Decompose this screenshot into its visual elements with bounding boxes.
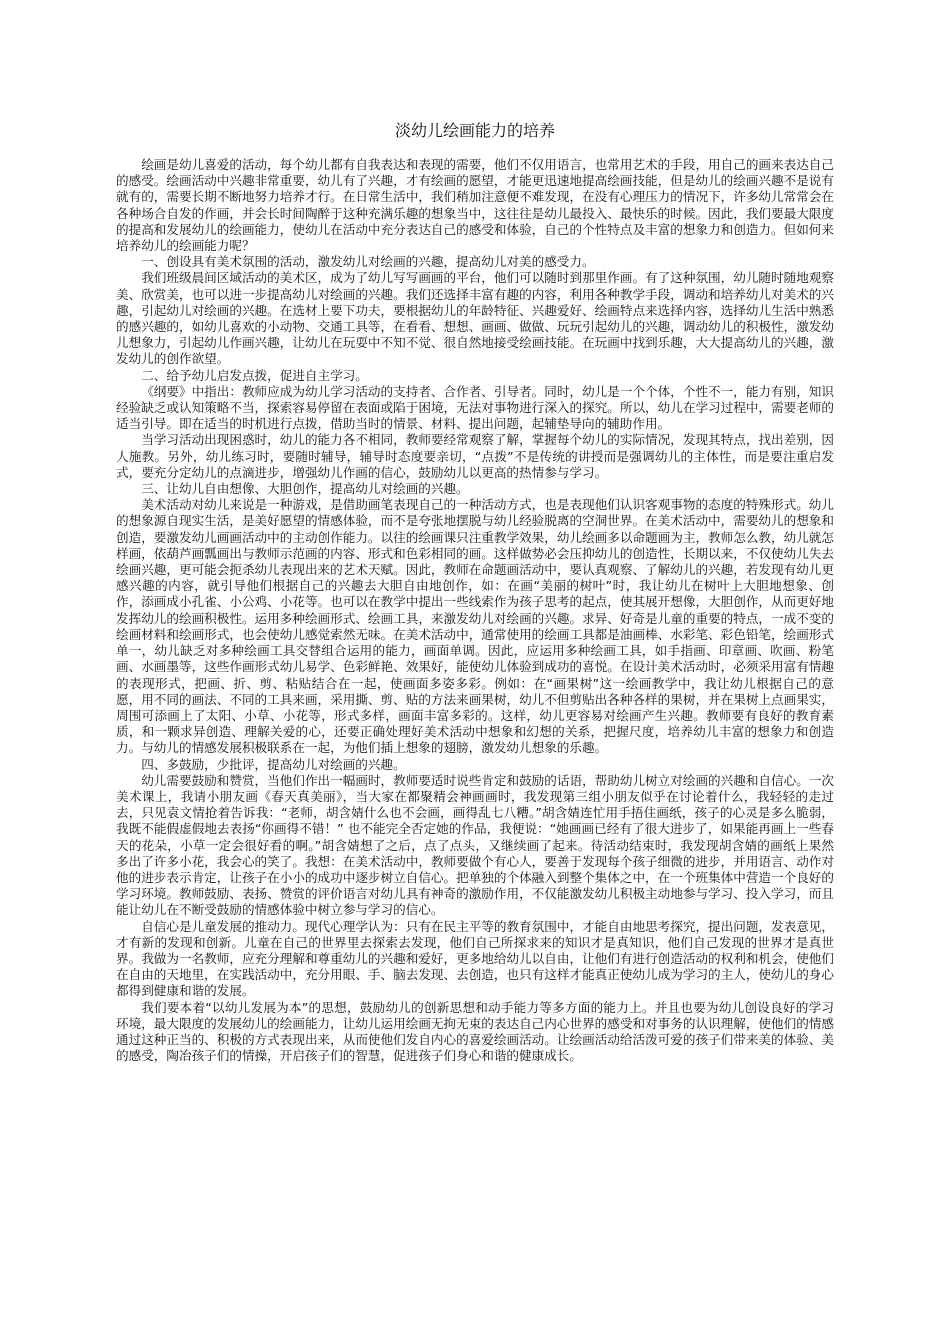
document-body [116,157,834,1064]
paragraph-section-3: 美术活动对幼儿来说是一种游戏，是借助画笔表现自己的一种活动方式，也是表现他们认识客观事物的态度的特殊形式。幼儿的想象源自现实生活，是美好愿望的情感体验，而不是夸张地摆脱与幼儿经验脱离的空洞世界。在美术活动中，需要幼儿的想象和创造，要激发幼儿画画活动中的主动创作能力。以往的绘画课只注重教学效果，幼儿绘画多以命题画为主，教师怎么教，幼儿就怎样画，依葫芦画瓢画出与教师示范画的内容、形式和色彩相同的画。这样做势必会压抑幼儿的创造性，长期以来，不仅使幼儿失去绘画兴趣，更可能会扼杀幼儿表现出来的艺术天赋。因此，教师在命题画活动中，要认真观察、了解幼儿的兴趣，若发现有幼儿更感兴趣的内容，就引导他们根据自己的兴趣去大胆自由地创作，如：在画“美丽的树叶”时，我让幼儿在树叶上大胆地想象、创作，添画成小孔雀、小公鸡、小花等。也可以在教学中提出一些线索作为孩子思考的起点，使其展开想像，大胆创作，从而更好地发挥幼儿的绘画积极性。运用多种绘画形式、绘画工具，来激发幼儿对绘画的兴趣。求异、好奇是儿童的重要的特点，一成不变的绘画材料和绘画形式，也会使幼儿感觉索然无味。在美术活动中，通常使用的绘画工具都是油画棒、水彩笔、彩色铅笔，绘画形式单一，幼儿缺乏对多种绘画工具交替组合运用的能力，画面单调。因此，应运用多种绘画工具，如手指画、印章画、吹画、粉笔画、水画墨等，这些作画形式幼儿易学、色彩鲜艳、效果好，能使幼儿体验到成功的喜悦。在设计美术活动时，必须采用富有情趣的表现形式，把画、折、剪、粘贴结合在一起，使画面多姿多彩。例如：在“画果树”这一绘画教学中，我让幼儿根据自己的意愿，用不同的画法、不同的工具来画，采用撕、剪、贴的方法来画果树，幼儿不但剪贴出各种各样的果树，并在果树上点画果实，周围可添画上了太阳、小草、小花等，形式多样，画面丰富多彩的。这样，幼儿更容易对绘画产生兴趣。教师要有良好的教育素质，和一颗求异创造、理解关爱的心，还要正确处理好美术活动中想象和幻想的关系，把握尺度，培养幼儿丰富的想象力和创造力。与幼儿的情感发展积极联系在一起，为他们插上想象的翅膀，激发幼儿想象的乐趣。 [116,497,834,756]
paragraph-section-2b: 当学习活动出现困惑时，幼儿的能力各不相同，教师要经常观察了解，掌握每个幼儿的实际情况，发现其特点，找出差别，因人施教。另外，幼儿练习时，要随时辅导，辅导时态度要亲切，“点拨”不是传统的讲授而是强调幼儿的主体性，而是要注重启发式，要充分定幼儿的点滴进步，增强幼儿作画的信心，鼓励幼儿以更高的热情参与学习。 [116,432,834,480]
paragraph-section-4a: 幼儿需要鼓励和赞赏，当他们作出一幅画时，教师要适时说些肯定和鼓励的话语，帮助幼儿树立对绘画的兴趣和自信心。一次美术课上，我请小朋友画《春天真美丽》，当大家在都聚精会神画画时，我发现第三组小朋友似乎在讨论着什么，我轻轻的走过去，只见袁文情抢着告诉我：“老师，胡含婧什么也不会画，画得乱七八糟。”胡含婧连忙用手捂住画纸，孩子的心灵是多么脆弱，我既不能假虚假地去表扬“你画得不错！” 也不能完全否定她的作品，我便说：“她画画已经有了很大进步了，如果能再画上一些春天的花朵，小草一定会很好看的啊。”胡含婧想了之后，点了点头，又继续画了起来。待活动结束时，我发现胡含婧的画纸上果然多出了许多小花，我会心的笑了。我想：在美术活动中，教师要做个有心人，要善于发现每个孩子细微的进步，并用语言、动作对他的进步表示肯定，让孩子在小小的成功中逐步树立自信心。把单独的个体融入到整个集体之中，在一个班集体中营造一个良好的学习环境。教师鼓励、表扬、赞赏的评价语言对幼儿具有神奇的激励作用，不仅能激发幼儿积极主动地参与学习、投入学习，而且能让幼儿在不断受鼓励的情感体验中树立参与学习的信心。 [116,772,834,918]
document-title: 淡幼儿绘画能力的培养 [394,121,555,140]
paragraph-section-2a: 《纲要》中指出：教师应成为幼儿学习活动的支持者、合作者、引导者。同时，幼儿是一个个体，个性不一，能力有别，知识经验缺乏或认知策略不当，探索容易停留在表面或陷于困境，无法对事物进行深入的探究。所以，幼儿在学习过程中，需要老师的适当引导。即在适当的时机进行点拨，借助当时的情景、材料、提出问题，起辅垫导向的辅助作用。 [116,383,834,432]
section-heading-1: 一、创设具有美术氛围的活动，激发幼儿对绘画的兴趣，提高幼儿对美的感受力。 [141,254,595,270]
section-heading-3: 三、让幼儿自由想像、大胆创作，提高幼儿对绘画的兴趣。 [141,481,469,497]
section-heading-4: 四、多鼓励，少批评，提高幼儿对绘画的兴趣。 [141,756,406,772]
paragraph-section-4b: 自信心是儿童发展的推动力。现代心理学认为：只有在民主平等的教育氛围中，才能自由地思考探究，提出问题，发表意见，才有新的发现和创新。儿童在自己的世界里去探索去发现，他们自己所探求来的知识才是真知识，他们自己发现的世界才是真世界。我做为一名教师，应充分理解和尊重幼儿的兴趣和爱好，更多地给幼儿以自由，让他们有进行创造活动的权利和机会，使他们在自由的天地里，在实践活动中，充分用眼、手、脑去发现、去创造，也只有这样才能真正使幼儿成为学习的主人，使幼儿的身心都得到健康和谐的发展。 [116,918,834,999]
section-heading-2: 二、给予幼儿启发点拨，促进自主学习。 [141,367,368,383]
paragraph-intro: 绘画是幼儿喜爱的活动，每个幼儿都有自我表达和表现的需要，他们不仅用语言，也常用艺术的手段，用自己的画来表达自己的感受。绘画活动中兴趣非常重要，幼儿有了兴趣，才有绘画的愿望，才能更迅速地提高绘画技能，但是幼儿的绘画兴趣不是说有就有的，需要长期不断地努力培养才行。在日常生活中，我们稍加注意便不难发现，在没有心理压力的情况下，许多幼儿常常会在各种场合自发的作画，并会长时间陶醉于这种充满乐趣的想象当中，这往往是幼儿最投入、最快乐的时候。因此，我们要最大限度的提高和发展幼儿的绘画能力，使幼儿在活动中充分表达自己的感受和体验，自己的个性特点及丰富的想象力和创造力。但如何来培养幼儿的绘画能力呢？ [116,157,834,254]
paragraph-conclusion: 我们要本着“以幼儿发展为本”的思想，鼓励幼儿的创新思想和动手能力等多方面的能力上。并且也要为幼儿创设良好的学习环境，最大限度的发展幼儿的绘画能力，让幼儿运用绘画无拘无束的表达自己内心世界的感受和对事务的认识理解，使他们的情感通过这种正当的、积极的方式表现出来，从而使他们发自内心的喜爱绘画活动。让绘画活动给活泼可爱的孩子们带来美的体验、美的感受，陶冶孩子们的情操，开启孩子们的智慧，促进孩子们身心和谐的健康成长。 [116,999,834,1064]
paragraph-section-1: 我们班级晨间区域活动的美术区，成为了幼儿写写画画的平台，他们可以随时到那里作画。有了这种氛围，幼儿随时随地观察美、欣赏美，也可以进一步提高幼儿对绘画的兴趣。我们还选择丰富有趣的内容，利用各种教学手段，调动和培养幼儿对美术的兴趣，引起幼儿对绘画的兴趣。在选材上要下功夫，要根据幼儿的年龄特征、兴趣爱好、绘画特点来选择内容，选择幼儿生活中熟悉的感兴趣的，如幼儿喜欢的小动物、交通工具等，在看看、想想、画画、做做、玩玩引起幼儿的兴趣，调动幼儿的积极性，激发幼儿想象力，引起幼儿作画兴趣，让幼儿在玩耍中不知不觉、很自然地接受绘画技能。在玩画中找到乐趣，大大提高幼儿的兴趣，激发幼儿的创作欲望。 [116,270,834,367]
